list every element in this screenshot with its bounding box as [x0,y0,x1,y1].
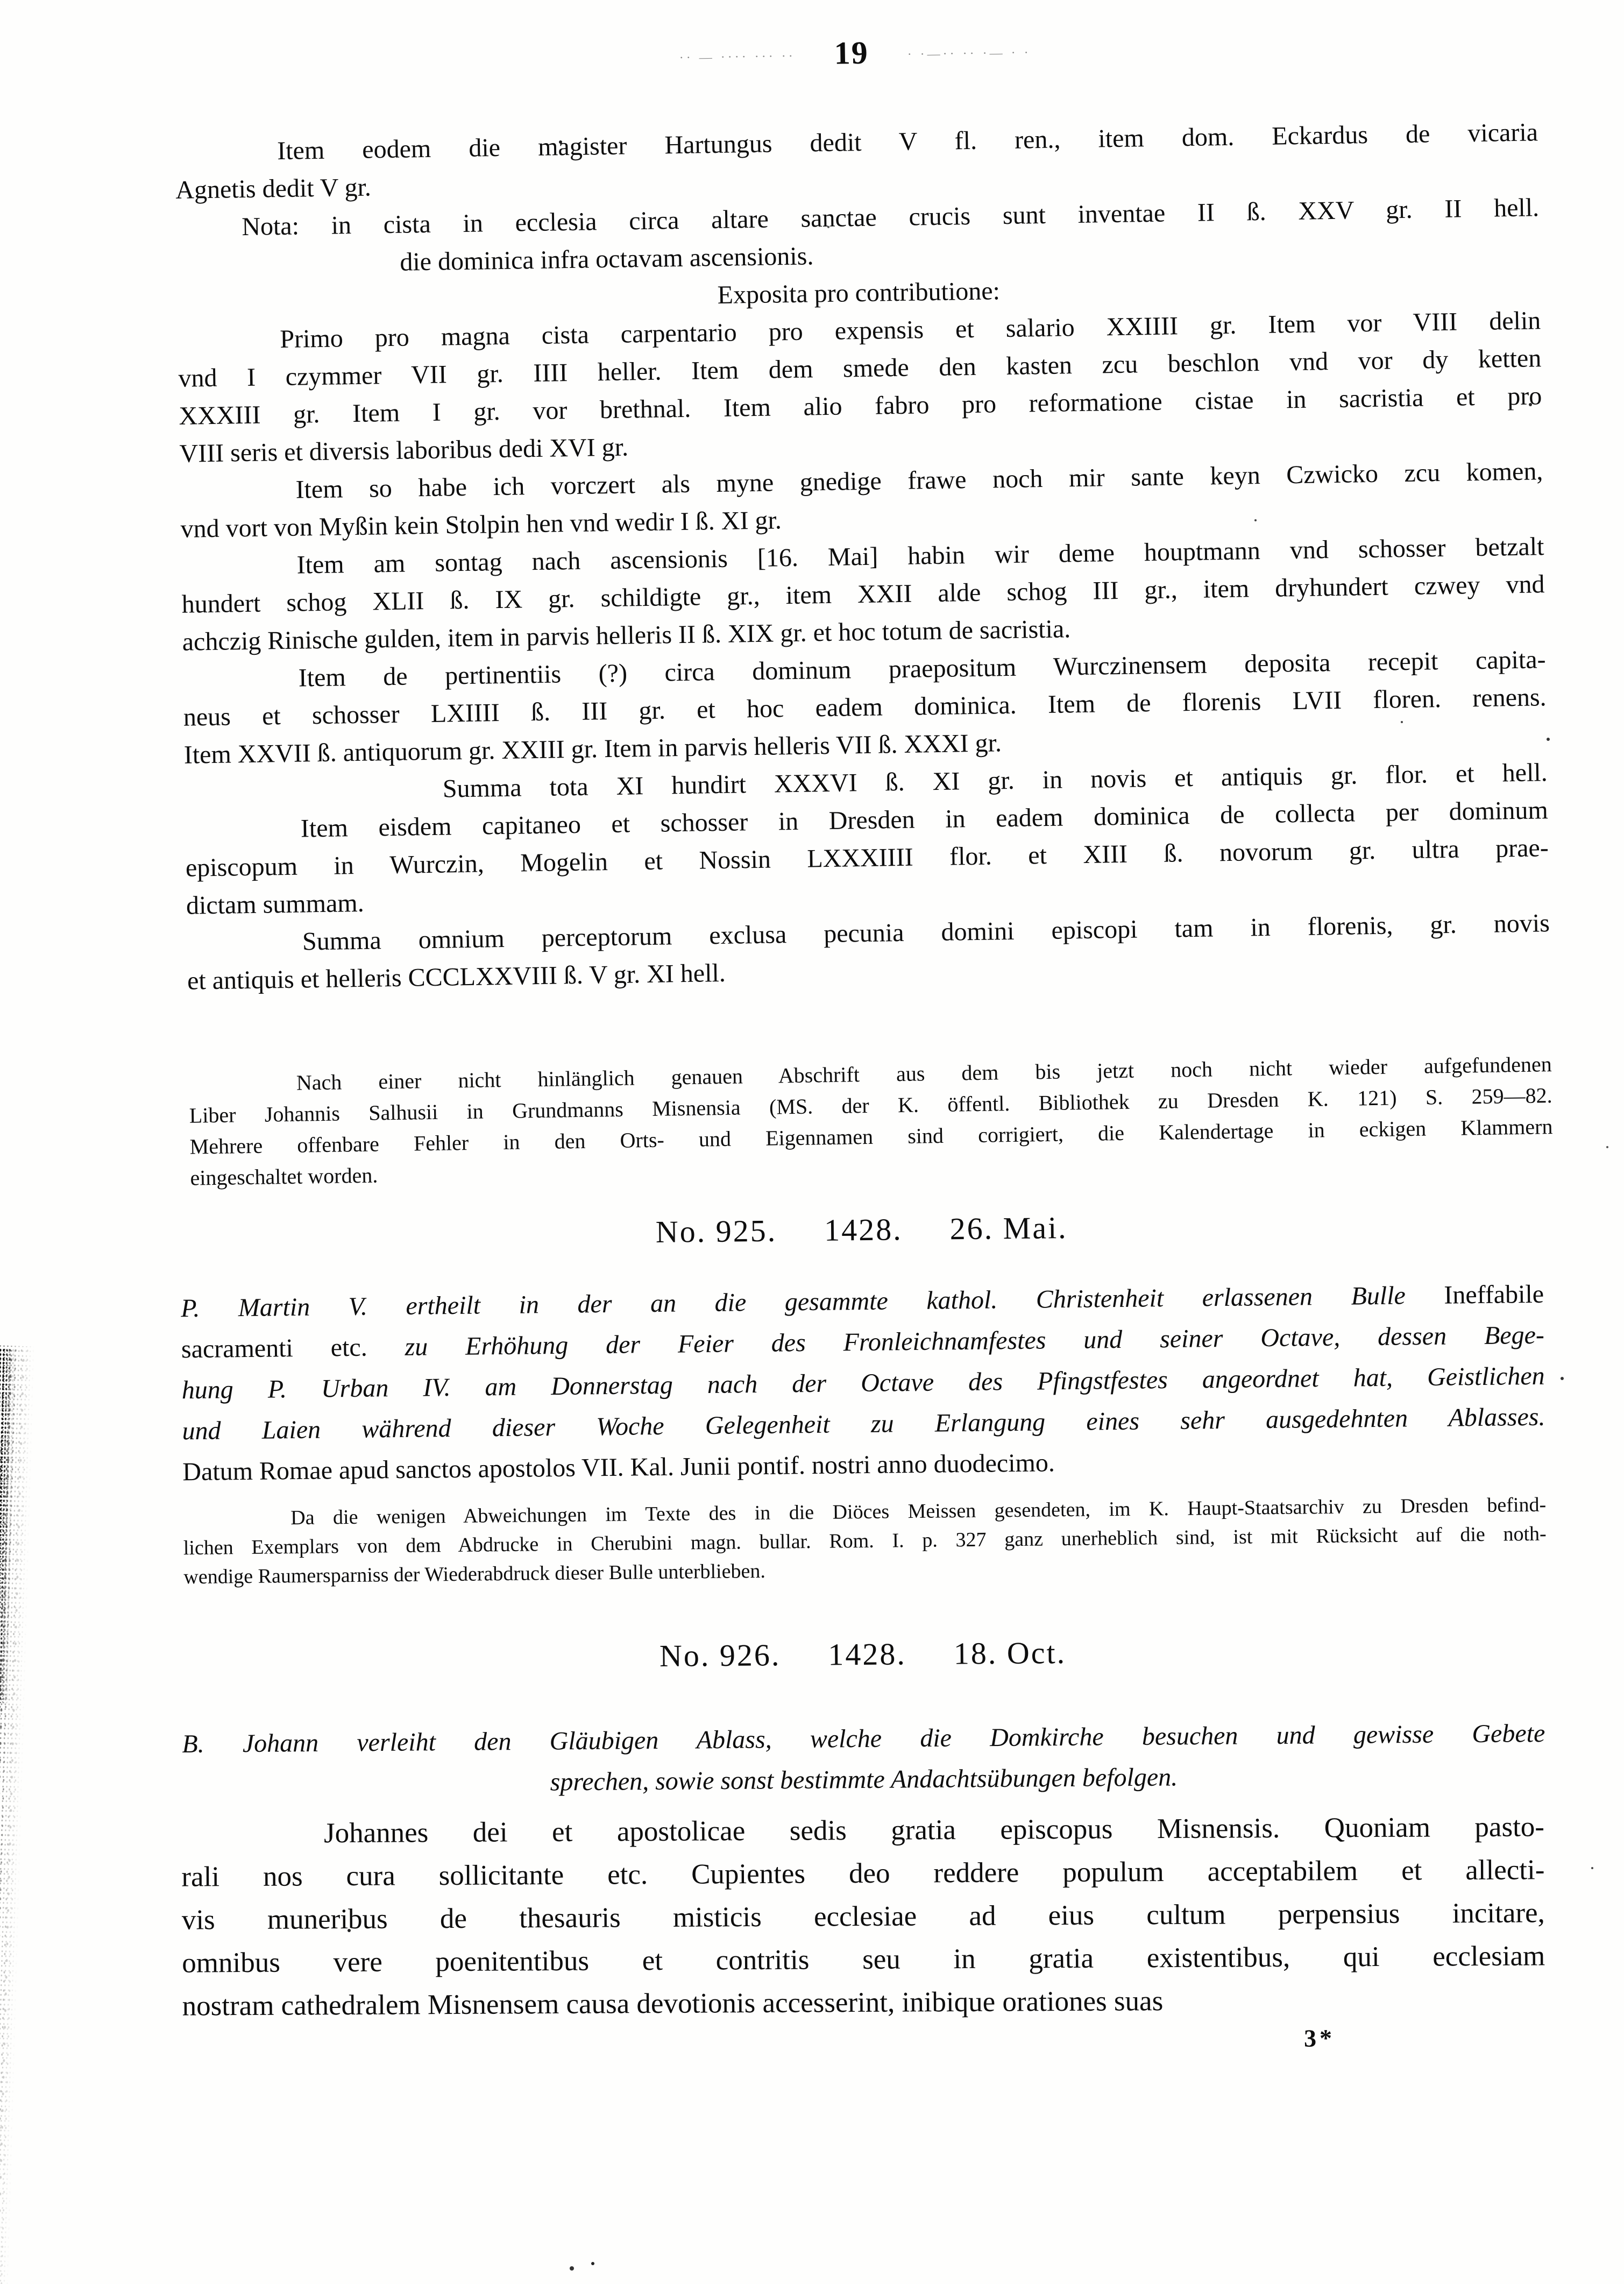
account-line: dictam summam. [186,888,365,920]
account-line: Exposita pro contributione: [717,277,1001,309]
footnote-line: Liber Johannis Salhusii in Grundmanns Misnensia (MS. der K. öffentl. Bibliothek zu Dresden K. 121) S. 259—82. [189,1083,1552,1128]
account-line: die dominica infra octavam ascensionis. [399,242,814,277]
account-line: Summa tota XI hundirt XXXVI ß. XI gr. in novis et antiquis gr. flor. et hell. [442,758,1548,803]
account-line: Item am sontag nach ascensionis [16. Mai] habin wir deme houptmann vnd schosser betzalt [296,532,1544,579]
account-line: Summa omnium perceptorum exclusa pecunia domini episcopi tam in florenis, gr. novis [302,909,1550,956]
account-paragraph [182,641,1547,774]
account-line: Item XXVII ß. antiquorum gr. XXIII gr. Item in parvis helleris VII ß. XXXI gr. [183,729,1002,769]
footnote-line: eingeschaltet worden. [190,1163,378,1190]
entry-925-heading [180,1205,1543,1255]
regest-roman-segment: Datum Romae apud sanctos apostolos VII. Kal. Junii pontif. nostri anno duodecimo. [182,1448,1055,1487]
account-paragraph [185,791,1549,925]
account-line: episcopum in Wurczin, Mogelin et Nossin LXXXIIII flor. et XIII ß. novorum gr. ultra prae- [185,833,1549,882]
account-paragraph [178,302,1543,473]
footnote-line: Nach einer nicht hinlänglich genauen Abschrift aus dem bis jetzt noch nicht wieder aufgefundenen [296,1052,1552,1095]
account-paragraph [181,528,1545,661]
charter-line: Johannes dei et apostolicae sedis gratia episcopus Misnensis. Quoniam pasto- [323,1811,1545,1849]
entry-925-regest [181,1274,1546,1493]
section-entry-926 [181,1631,1545,1806]
footnote-line: Da die wenigen Abweichungen im Texte des in die Diöces Meissen gesendeten, im K. Haupt-Staatsarchiv zu Dresden befind- [290,1493,1547,1530]
account-line: Nota: in cista in ecclesia circa altare sanctae crucis sunt inventae II ß. XXV gr. II hell. [241,193,1540,242]
account-line: Item eisdem capitaneo et schosser in Dresden in eadem dominica de collecta per dominum [300,796,1549,843]
signature-mark: 3* [1303,2024,1336,2052]
entry-926-charter-text [181,1805,1545,2027]
charter-line: omnibus vere poenitentibus et contritis seu in gratia existentibus, qui ecclesiam [182,1940,1545,1979]
account-line: Agnetis dedit V gr. [175,173,372,204]
account-line: XXXIII gr. Item I gr. vor brethnal. Item alio fabro pro reformatione cistae in sacristia et pro [179,381,1542,430]
scan-dash-marks-left: ·· — ···· ··· ·· [679,49,796,65]
entry-925-year: 1428. [824,1212,903,1248]
regest-italic-segment: B. Johann verleiht den Gläubigen Ablass, welche die Domkirche besuchen und gewisse Gebete [182,1719,1545,1758]
page-header [173,24,1537,87]
footnote-line: lichen Exemplars von dem Abdrucke in Cherubini magn. bullar. Rom. I. p. 327 ganz unerheblich sind, ist mit Rücksicht auf die noth- [183,1522,1547,1560]
entry-926-number: No. 926. [659,1637,781,1673]
account-line: Item so habe ich vorczert als myne gnedige frawe noch mir sante keyn Czwicko zcu komen, [295,457,1543,504]
account-line: vnd vort von Myßin kein Stolpin hen vnd wedir I ß. XI gr. [180,506,782,543]
account-line: Item de pertinentiis (?) circa dominum praepositum Wurczinensem deposita recepit capita- [298,645,1546,692]
footnote-925-source [183,1490,1547,1592]
regest-roman-segment: sacramenti etc. [181,1332,405,1364]
regest-italic-segment: und Laien während dieser Woche Gelegenheit zu Erlangung eines sehr ausgedehnten Ablasses. [182,1402,1545,1446]
account-entry-text [175,114,1551,1000]
scan-specks [0,0,2,2]
regest-italic-segment: hung P. Urban IV. am Donnerstag nach der Octave des Pfingstfestes angeordnet hat, Geistlichen [181,1361,1545,1405]
account-line: Primo pro magna cista carpentario pro expensis et salario XXIIII gr. Item vor VIII delin [280,306,1541,354]
page-number: 19 [834,34,869,71]
entry-926-date: 18. Oct. [953,1635,1067,1671]
account-line: hundert schog XLII ß. IX gr. schildigte gr., item XXII alde schog III gr., item dryhundert czwey vnd [181,570,1545,619]
account-line: neus et schosser LXIIII ß. III gr. et hoc eadem dominica. Item de florenis LVII floren. renens. [183,683,1547,732]
account-line: Item eodem die magister Hartungus dedit V fl. ren., item dom. Eckardus de vicaria [276,118,1538,166]
charter-line: vis muneribus de thesauris misticis ecclesiae ad eius cultum perpensius incitare, [181,1897,1545,1936]
entry-925-number: No. 925. [655,1213,777,1250]
entry-926-heading [181,1631,1544,1678]
footnote-account-source [189,1049,1554,1194]
charter-line: rali nos cura sollicitante etc. Cupientes deo reddere populum acceptabilem et allecti- [181,1854,1545,1893]
regest-italic-segment: sprechen, sowie sonst bestimmte Andachtsübungen befolgen. [550,1763,1178,1797]
footnote-line: Mehrere offenbare Fehler in den Orts- und Eigennamen sind corrigiert, die Kalendertage in eckigen Klammern [189,1114,1553,1159]
regest-roman-segment: Ineffabile [1444,1279,1544,1310]
entry-926-regest [182,1713,1545,1806]
entry-925-date: 26. Mai. [949,1210,1068,1247]
entry-926-year: 1428. [828,1636,907,1672]
account-line: VIII seris et diversis laboribus dedi XVI gr. [179,433,629,468]
section-account [173,24,1553,1193]
section-entry-925 [180,1205,1547,1592]
account-line: et antiquis et helleris CCCLXXVIII ß. V gr. XI hell. [187,958,726,995]
regest-italic-segment: zu Erhöhung der Feier des Fronleichnamfestes und seiner Octave, dessen Bege- [405,1320,1545,1361]
text-column [175,0,1553,2055]
footnote-line: wendige Raumersparniss der Wiederabdruck dieser Bulle unterblieben. [183,1559,766,1589]
charter-line: nostram cathedralem Misnensem causa devotionis accesserint, inibique orationes suas [182,1985,1164,2022]
section-entry-926-text [181,1805,1545,2058]
account-line: achczig Rinische gulden, item in parvis helleris II ß. XIX gr. et hoc totum de sacristia. [182,614,1071,656]
regest-italic-segment: P. Martin V. ertheilt in der an die gesammte kathol. Christenheit erlassenen Bulle [180,1281,1444,1323]
scan-dash-marks-right: · ·—·· ·· ·— · · [907,46,1031,62]
account-line: vnd I czymmer VII gr. IIII heller. Item dem smede den kasten zcu beschlon vnd vor dy ketten [178,344,1542,393]
